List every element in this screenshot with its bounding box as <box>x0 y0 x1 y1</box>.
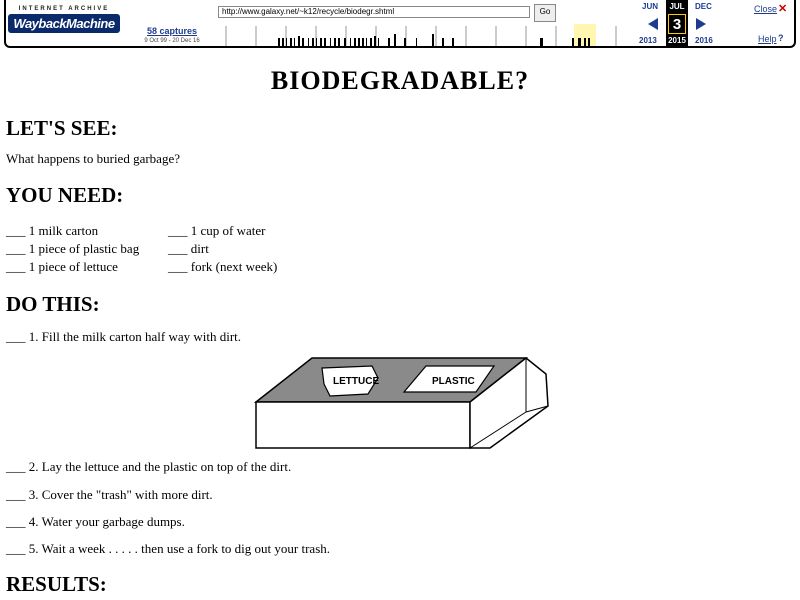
captures-sparkline[interactable] <box>218 24 630 46</box>
question-text: What happens to buried garbage? <box>6 151 180 166</box>
internet-archive-label: INTERNET ARCHIVE <box>18 6 110 12</box>
next-month-label[interactable]: DEC <box>695 2 712 11</box>
page-title: BIODEGRADABLE? <box>270 66 530 95</box>
lets-see-heading: LET'S SEE: <box>6 116 118 140</box>
prev-month-label[interactable]: JUN <box>642 2 659 11</box>
need-item: ___ fork (next week) <box>168 259 278 274</box>
help-icon[interactable]: ? <box>778 33 784 43</box>
go-button[interactable]: Go <box>534 4 556 22</box>
captures-summary <box>132 26 212 44</box>
step-item: ___ 2. Lay the lettuce and the plastic on top of the dirt. <box>6 459 292 474</box>
lettuce-label: LETTUCE <box>333 376 380 387</box>
wayback-logo[interactable] <box>8 6 120 42</box>
current-capture-column <box>666 0 688 46</box>
help-link[interactable]: Help <box>758 34 777 44</box>
wayback-toolbar <box>0 0 800 52</box>
plastic-label: PLASTIC <box>432 376 475 387</box>
next-capture-arrow-icon[interactable] <box>696 18 706 30</box>
need-item: ___ 1 cup of water <box>168 223 266 238</box>
prev-capture-arrow-icon[interactable] <box>648 18 658 30</box>
do-this-heading: DO THIS: <box>6 292 100 316</box>
need-item: ___ 1 piece of plastic bag <box>6 241 140 256</box>
results-heading: RESULTS: <box>6 572 107 596</box>
next-year-label[interactable]: 2016 <box>695 36 713 45</box>
captures-link[interactable]: 58 captures <box>146 26 198 36</box>
current-month-label: JUL <box>669 2 685 11</box>
wayback-machine-logo-text: WaybackMachine <box>8 14 120 33</box>
current-year-label: 2015 <box>668 36 686 45</box>
close-icon[interactable]: ✕ <box>778 3 788 15</box>
step-item: ___ 1. Fill the milk carton half way with dirt. <box>6 329 242 344</box>
step-item: ___ 3. Cover the "trash" with more dirt. <box>6 487 213 502</box>
current-day-label: 3 <box>668 14 686 34</box>
need-item: ___ 1 piece of lettuce <box>6 259 118 274</box>
close-link[interactable]: Close <box>754 4 778 14</box>
prev-year-label[interactable]: 2013 <box>639 36 657 45</box>
you-need-heading: YOU NEED: <box>6 183 124 207</box>
step-item: ___ 5. Wait a week . . . . . then use a fork to dig out your trash. <box>6 541 331 556</box>
need-item: ___ dirt <box>168 241 209 256</box>
need-item: ___ 1 milk carton <box>6 223 99 238</box>
captures-range: 9 Oct 99 - 20 Dec 16 <box>144 38 200 44</box>
step-item: ___ 4. Water your garbage dumps. <box>6 514 185 529</box>
milk-carton-illustration <box>250 350 560 452</box>
url-input[interactable]: http://www.galaxy.net/~k12/recycle/biodegr.shtml <box>218 6 530 18</box>
